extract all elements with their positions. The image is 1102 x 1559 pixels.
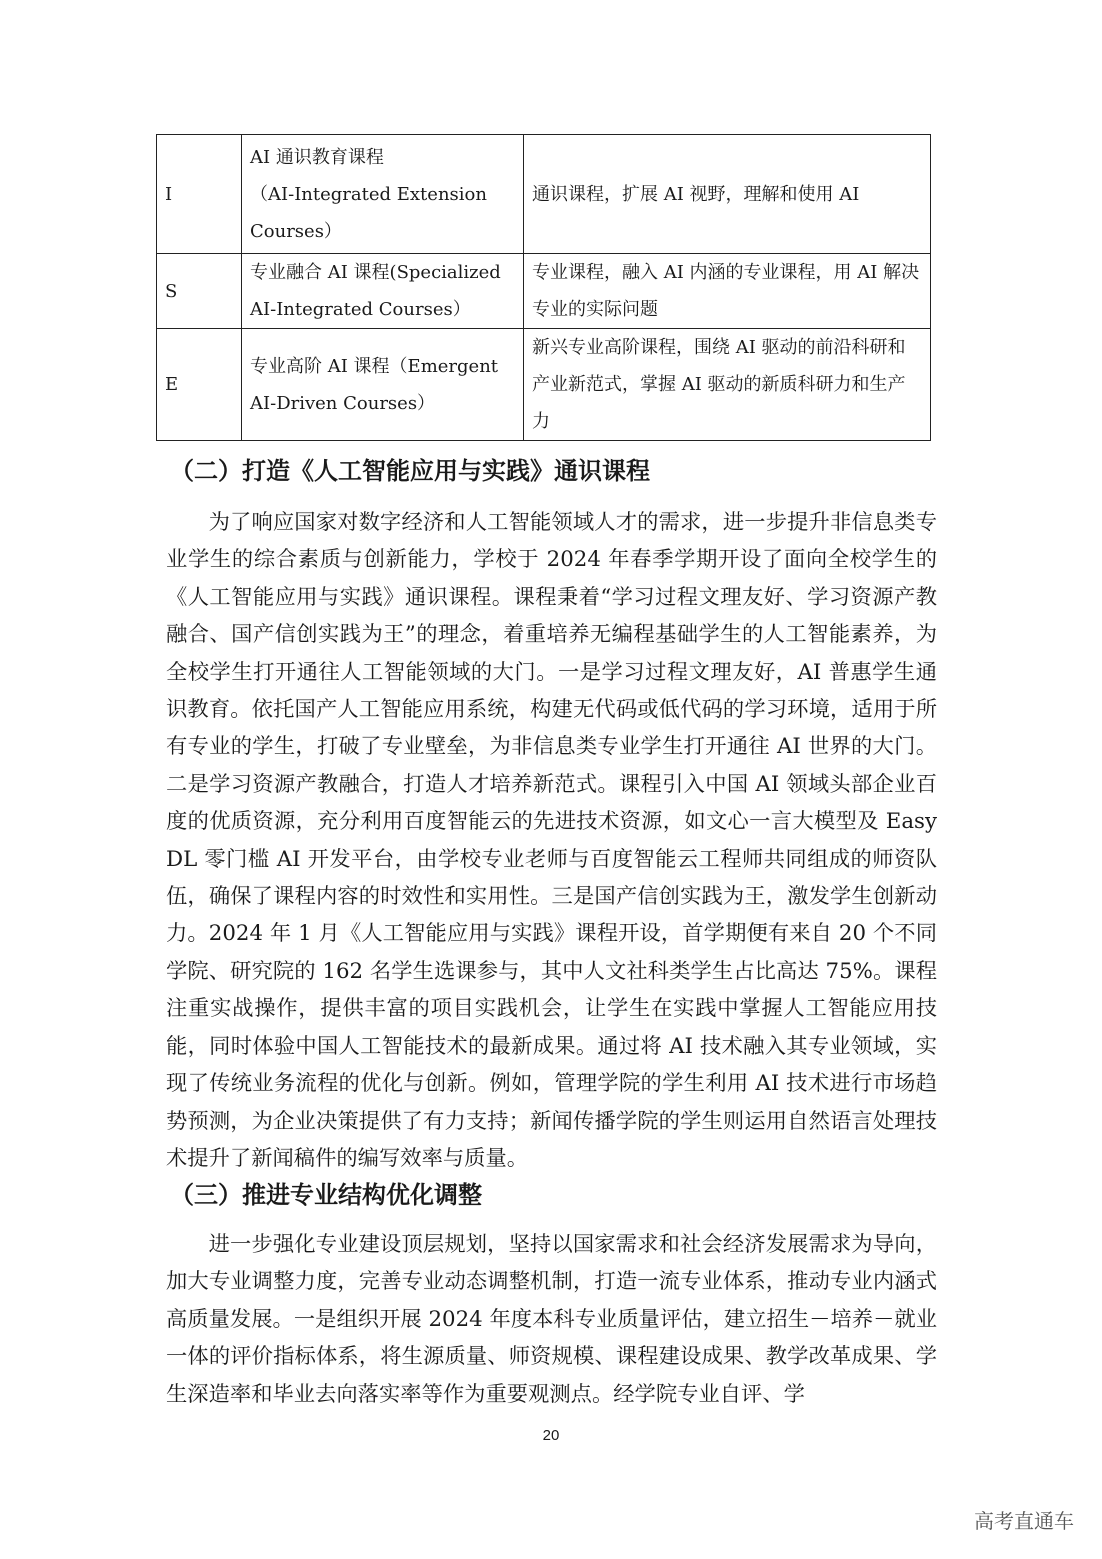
course-code-cell: E xyxy=(157,329,242,441)
course-name-line: Courses） xyxy=(250,220,342,242)
course-description-cell: 新兴专业高阶课程，围绕 AI 驱动的前沿科研和产业新范式，掌握 AI 驱动的新质科研力和生产力 xyxy=(524,329,931,441)
course-code-cell: I xyxy=(157,135,242,254)
course-code-cell: S xyxy=(157,254,242,329)
table-row xyxy=(157,329,931,441)
body-paragraph: 为了响应国家对数字经济和人工智能领域人才的需求，进一步提升非信息类专业学生的综合素质与创新能力，学校于 2024 年春季学期开设了面向全校学生的《人工智能应用与实践》通识课程。课程秉着“学习过程文理友好、学习资源产教融合、国产信创实践为王”的理念，着重培养无编程基础学生的人工智能素养，为全校学生打开通往人工智能领域的大门。一是学习过程文理友好，AI 普惠学生通识教育。依托国产人工智能应用系统，构建无代码或低代码的学习环境，适用于所有专业的学生，打破了专业壁垒，为非信息类专业学生打开通往 AI 世界的大门。二是学习资源产教融合，打造人才培养新范式。课程引入中国 AI 领域头部企业百度的优质资源，充分利用百度智能云的先进技术资源，如文心一言大模型及 EasyDL 零门槛 AI 开发平台，由学校专业老师与百度智能云工程师共同组成的师资队伍，确保了课程内容的时效性和实用性。三是国产信创实践为王，激发学生创新动力。2024 年 1 月《人工智能应用与实践》课程开设，首学期便有来自 20 个不同学院、研究院的 162 名学生选课参与，其中人文社科类学生占比高达 75%。课程注重实战操作，提供丰富的项目实践机会，让学生在实践中掌握人工智能应用技能，同时体验中国人工智能技术的最新成果。通过将 AI 技术融入其专业领域，实现了传统业务流程的优化与创新。例如，管理学院的学生利用 AI 技术进行市场趋势预测，为企业决策提供了有力支持；新闻传播学院的学生则运用自然语言处理技术提升了新闻稿件的编写效率与质量。 xyxy=(166,510,937,1171)
course-name-line: （AI-Integrated Extension xyxy=(250,183,487,205)
course-description-cell: 通识课程，扩展 AI 视野，理解和使用 AI xyxy=(524,135,931,254)
course-description-cell: 专业课程，融入 AI 内涵的专业课程，用 AI 解决专业的实际问题 xyxy=(524,254,931,329)
course-name-cell xyxy=(242,329,524,441)
course-name-cell xyxy=(242,135,524,254)
section-heading: （二）打造《人工智能应用与实践》通识课程 xyxy=(170,457,650,485)
course-name-cell xyxy=(242,254,524,329)
body-paragraph: 进一步强化专业建设顶层规划，坚持以国家需求和社会经济发展需求为导向，加大专业调整力度，完善专业动态调整机制，打造一流专业体系，推动专业内涵式高质量发展。一是组织开展 2024 年度本科专业质量评估，建立招生－培养－就业一体的评价指标体系，将生源质量、师资规模、课程建设成果、教学改革成果、学生深造率和毕业去向落实率等作为重要观测点。经学院专业自评、学 xyxy=(166,1232,937,1407)
course-name-line: AI-Driven Courses） xyxy=(250,392,436,414)
course-name-line: AI-Integrated Courses） xyxy=(250,299,471,320)
course-name-line: AI 通识教育课程 xyxy=(250,146,384,168)
table-row xyxy=(157,254,931,329)
table-row xyxy=(157,135,931,254)
course-name-line: 专业高阶 AI 课程（Emergent xyxy=(250,355,499,377)
watermark-text: 高考直通车 xyxy=(974,1509,1074,1533)
course-table xyxy=(156,134,931,441)
page-number: 20 xyxy=(542,1427,560,1444)
section-heading: （三）推进专业结构优化调整 xyxy=(170,1181,482,1209)
course-name-line: 专业融合 AI 课程(Specialized xyxy=(250,262,501,283)
